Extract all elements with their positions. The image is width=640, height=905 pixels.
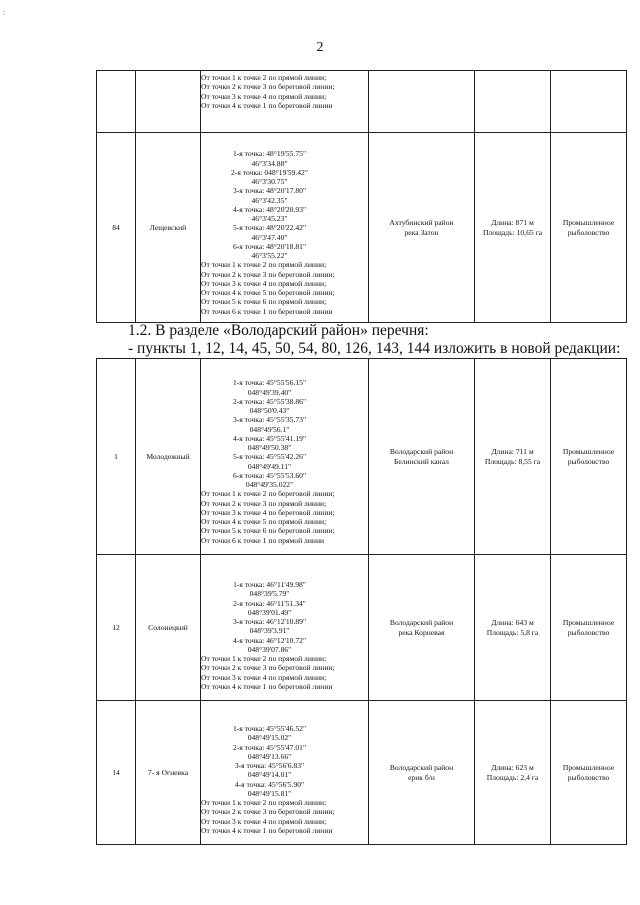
table-row [97, 71, 627, 133]
cell-coordinates [201, 71, 369, 133]
point-coordinate: 2-я точка: 46°11'51.34" [233, 598, 306, 608]
point-coordinate: 048°49'56.1" [249, 424, 290, 434]
scan-edge-mark: : [3, 8, 6, 17]
cell-size [475, 359, 551, 555]
cell-coordinates [201, 555, 369, 701]
point-coordinate: 048°49'13.66" [247, 751, 292, 761]
point-coordinate: 048°39'5.79" [249, 589, 290, 599]
boundary-line: От точки 4 к точке 5 по береговой линии; [201, 288, 335, 297]
boundary-line: От точки 3 к точке 4 по береговой линии; [201, 507, 335, 517]
cell-location [369, 71, 475, 133]
district-name: Володарский район [389, 447, 454, 457]
district-name: Володарский район [389, 763, 454, 773]
point-coordinate: 048°49'14.01" [247, 770, 292, 780]
boundary-line: От точки 3 к точке 4 по прямой линии; [201, 91, 327, 101]
cell-coordinates [201, 701, 369, 845]
cell-size [475, 133, 551, 323]
point-coordinate: 1-я точка: 46°11'49.98" [233, 580, 306, 589]
use-type: Промышленное [562, 763, 615, 773]
boundary-line: От точки 3 к точке 4 по прямой линии; [201, 278, 327, 288]
cell-use [551, 555, 627, 701]
point-coordinate: 048°49'15.81" [247, 788, 292, 798]
cell-size [475, 701, 551, 845]
point-coordinate: 2-я точка: 45°55'47.01" [232, 742, 307, 752]
point-coordinate: 46°3'30.75" [251, 177, 288, 186]
point-coordinate: 46°3'55.22" [251, 251, 288, 260]
point-coordinate: 46°3'42.35" [251, 195, 288, 205]
point-coordinate: 048°39'01.49" [247, 607, 292, 617]
area-value: Площадь: 10,65 га [482, 227, 543, 237]
point-coordinate: 46°3'47.40" [251, 232, 288, 242]
water-body-name: ерик б/н [408, 772, 435, 782]
use-type: рыболовство [567, 772, 610, 782]
point-coordinate: 3-я точка: 48°20'17.80" [232, 186, 307, 196]
point-coordinate: 5-я точка: 45°55'42.26" [232, 452, 307, 462]
point-coordinate: 1-я точка: 48°19'55.75" [232, 149, 307, 159]
boundary-line: От точки 1 к точке 2 по прямой линии; [201, 798, 327, 807]
area-value: Площадь: 8,55 га [484, 456, 541, 466]
boundary-line: От точки 4 к точке 5 по прямой линии; [201, 517, 327, 526]
boundary-line: От точки 4 к точке 1 по береговой линии [201, 825, 333, 835]
water-body-name: Белинский канал [394, 456, 449, 466]
cell-use [551, 701, 627, 845]
volodarsky-sites-table [96, 358, 627, 845]
table-row [97, 555, 627, 701]
area-value: Площадь: 5,8 га [486, 627, 539, 637]
boundary-line: От точки 6 к точке 1 по прямой линии [201, 535, 325, 545]
point-coordinate: 1-я точка: 45°55'56.15" [232, 378, 307, 388]
length-value: Длина: 871 м [491, 218, 534, 228]
cell-number: 84 [97, 133, 136, 323]
point-coordinate: 4-я точка: 45°56'5.90" [234, 779, 305, 789]
boundary-line: От точки 3 к точке 4 по прямой линии; [201, 672, 327, 682]
cell-location [369, 359, 475, 555]
district-name: Володарский район [389, 618, 454, 628]
length-value: Длина: 643 м [491, 618, 534, 628]
point-coordinate: 048°39'3.91" [249, 626, 290, 636]
table-row [97, 701, 627, 845]
boundary-line: От точки 1 к точке 2 по прямой линии; [201, 654, 327, 663]
boundary-line: От точки 2 к точке 3 по береговой линии; [201, 269, 335, 279]
cell-size [475, 555, 551, 701]
cell-coordinates [201, 133, 369, 323]
point-coordinate: 048°49'49.11" [247, 461, 292, 471]
boundary-line: От точки 5 к точке 6 по береговой линии; [201, 526, 335, 536]
cell-use [551, 359, 627, 555]
cell-use [551, 133, 627, 323]
use-type: Промышленное [562, 447, 615, 457]
cell-location [369, 555, 475, 701]
point-coordinate: 4-я точка: 45°55'41.19" [232, 433, 307, 443]
boundary-line: От точки 4 к точке 1 по береговой линии [201, 681, 333, 691]
boundary-line: От точки 1 к точке 2 по прямой линии; [201, 73, 327, 82]
boundary-line: От точки 2 к точке 3 по береговой линии; [201, 807, 335, 817]
page-number: 2 [316, 40, 324, 55]
point-coordinate: 3-я точка: 46°12'10.89" [232, 617, 307, 626]
boundary-line: От точки 5 к точке 6 по прямой линии; [201, 297, 327, 307]
point-coordinate: 048°39'07.86" [247, 644, 292, 654]
cell-site-name: Лещевский [136, 133, 201, 323]
table-row [97, 133, 627, 323]
use-type: рыболовство [567, 227, 610, 237]
area-value: Площадь: 2,4 га [486, 772, 539, 782]
cell-site-name: 7- я Огневка [136, 701, 201, 845]
boundary-line: От точки 2 к точке 3 по береговой линии; [201, 663, 335, 673]
boundary-line: От точки 4 к точке 1 по береговой линии [201, 100, 333, 110]
cell-number: 12 [97, 555, 136, 701]
point-coordinate: 2-я точка: 45°55'38.86" [232, 396, 307, 406]
point-coordinate: 4-я точка: 48°20'20.93" [232, 204, 307, 214]
cell-location [369, 701, 475, 845]
use-type: Промышленное [562, 618, 615, 628]
point-coordinate: 048°50'0.43" [249, 406, 290, 415]
use-type: рыболовство [567, 627, 610, 637]
point-coordinate: 46°3'34.88" [251, 158, 288, 168]
district-name: Ахтубинский район [389, 218, 454, 228]
cell-coordinates [201, 359, 369, 555]
point-coordinate: 6-я точка: 45°55'53.60" [232, 470, 307, 480]
use-type: рыболовство [567, 456, 610, 466]
length-value: Длина: 623 м [491, 763, 534, 773]
use-type: Промышленное [562, 218, 615, 228]
table-row [97, 359, 627, 555]
point-coordinate: 3-я точка: 45°56'6.83" [234, 761, 305, 770]
boundary-line: От точки 3 к точке 4 по прямой линии; [201, 816, 327, 826]
boundary-line: От точки 1 к точке 2 по береговой линии; [201, 489, 335, 499]
boundary-line: От точки 1 к точке 2 по прямой линии; [201, 260, 327, 270]
point-coordinate: 048°49'39.40" [247, 387, 292, 397]
boundary-line: От точки 6 к точке 1 по береговой линии [201, 306, 333, 316]
cell-use [551, 71, 627, 133]
boundary-line: От точки 2 к точке 3 по прямой линии; [201, 498, 327, 508]
cell-site-name [136, 71, 201, 133]
cell-number: 1 [97, 359, 136, 555]
cell-size [475, 71, 551, 133]
point-coordinate: 4-я точка: 46°12'10.72" [232, 635, 307, 645]
point-coordinate: 1-я точка: 45°55'46.52" [232, 724, 307, 733]
fishing-sites-table-continued [96, 70, 627, 323]
point-coordinate: 3-я точка: 45°55'35.73" [232, 415, 307, 425]
cell-site-name: Солонецкий [136, 555, 201, 701]
cell-number [97, 71, 136, 133]
boundary-line: От точки 2 к точке 3 по береговой линии; [201, 82, 335, 92]
length-value: Длина: 711 м [491, 447, 534, 457]
point-coordinate: 048°49'50.38" [247, 443, 292, 452]
cell-location [369, 133, 475, 323]
section-subheading: - пункты 1, 12, 14, 45, 50, 54, 80, 126, 143, 144 изложить в новой редакции: [128, 340, 621, 357]
cell-number: 14 [97, 701, 136, 845]
point-coordinate: 6-я точка: 48°20'18.81" [232, 241, 307, 251]
point-coordinate: 048°49'35.022" [245, 480, 294, 489]
point-coordinate: 46°3'45.23" [251, 214, 288, 223]
water-body-name: река Корневая [398, 627, 445, 637]
point-coordinate: 2-я точка: 048°19'59.42" [231, 167, 308, 177]
point-coordinate: 5-я точка: 48°20'22.42" [232, 223, 307, 233]
water-body-name: река Затон [404, 227, 439, 237]
cell-site-name: Молодежный [136, 359, 201, 555]
point-coordinate: 048°49'15.02" [247, 733, 292, 743]
section-heading: 1.2. В разделе «Володарский район» перечня: [128, 322, 429, 339]
